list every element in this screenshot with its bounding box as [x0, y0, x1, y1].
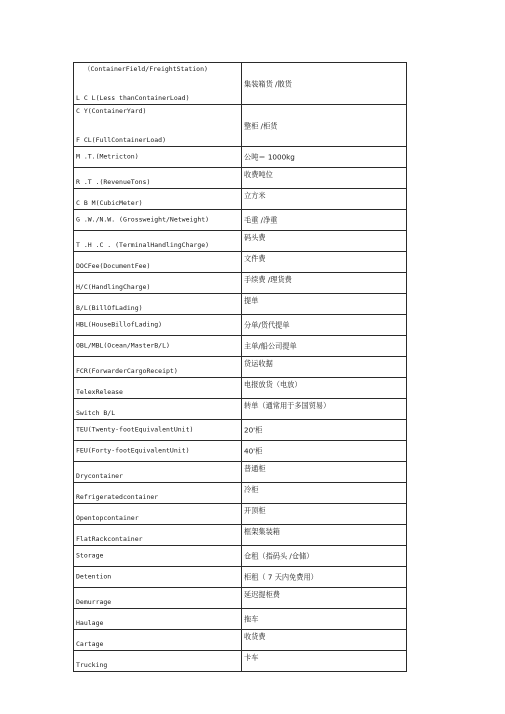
translation-cell [242, 420, 407, 441]
translation-text: 整柜 /柜货 [244, 121, 278, 130]
translation-text: 电报放货（电放） [244, 380, 302, 389]
translation-text: 分单/货代提单 [244, 320, 290, 330]
translation-cell [242, 651, 407, 672]
translation-cell [242, 567, 407, 588]
term-cell [74, 63, 242, 105]
term-text: FlatRackcontainer [76, 535, 143, 543]
term-text: Storage [76, 551, 104, 560]
term-cell [74, 105, 242, 147]
translation-cell [242, 546, 407, 567]
term-text: FCR(ForwarderCargoReceipt) [76, 367, 178, 375]
translation-text: 开顶柜 [244, 506, 266, 515]
table-row [74, 168, 407, 189]
table-row [74, 231, 407, 252]
term-text: M .T.(Metricton) [76, 152, 139, 161]
table-row [74, 399, 407, 420]
table-row [74, 336, 407, 357]
translation-cell [242, 609, 407, 630]
term-cell [74, 147, 242, 168]
table-row [74, 252, 407, 273]
translation-cell [242, 210, 407, 231]
term-text: Opentopcontainer [76, 514, 139, 522]
term-text: L C L(Less thanContainerLoad) [76, 94, 190, 102]
translation-text: 文件费 [244, 254, 266, 263]
translation-text: 仓租（指码头 /仓储） [244, 551, 314, 561]
translation-cell [242, 189, 407, 210]
translation-cell [242, 315, 407, 336]
translation-cell [242, 168, 407, 189]
translation-cell [242, 462, 407, 483]
table-row [74, 441, 407, 462]
table-row [74, 462, 407, 483]
term-text: T .H .C . (TerminalHandlingCharge) [76, 241, 210, 249]
table-row [74, 588, 407, 609]
table-row [74, 210, 407, 231]
translation-cell [242, 273, 407, 294]
term-cell [74, 651, 242, 672]
table-row [74, 189, 407, 210]
translation-cell [242, 147, 407, 168]
table-row [74, 483, 407, 504]
term-cell [74, 567, 242, 588]
term-cell [74, 588, 242, 609]
term-text: TelexRelease [76, 388, 123, 396]
term-cell [74, 252, 242, 273]
term-text: F CL(FullContainerLoad) [76, 136, 167, 144]
translation-text: 提单 [244, 296, 259, 305]
term-cell [74, 504, 242, 525]
term-cell [74, 168, 242, 189]
term-cell [74, 273, 242, 294]
table-row [74, 546, 407, 567]
term-text: HBL(HouseBillofLading) [76, 320, 163, 329]
translation-text: 码头费 [244, 233, 266, 242]
term-cell [74, 210, 242, 231]
table-row [74, 609, 407, 630]
translation-cell [242, 588, 407, 609]
translation-cell [242, 630, 407, 651]
table-row [74, 105, 407, 147]
translation-text: 延迟提柜费 [244, 590, 280, 599]
term-cell [74, 357, 242, 378]
term-cell [74, 462, 242, 483]
term-text: OBL/MBL(Ocean/MasterB/L) [76, 341, 170, 350]
translation-cell [242, 399, 407, 420]
translation-text: 货运收据 [244, 359, 273, 368]
translation-text: 普通柜 [244, 464, 266, 473]
translation-text: 收费吨位 [244, 170, 273, 179]
translation-cell [242, 336, 407, 357]
term-text: Trucking [76, 661, 108, 669]
term-cell [74, 231, 242, 252]
table-row [74, 567, 407, 588]
table-row [74, 651, 407, 672]
translation-text: 收货费 [244, 632, 266, 641]
term-text: TEU(Twenty-footEquivalentUnit) [76, 425, 194, 434]
translation-cell [242, 441, 407, 462]
term-text: G .W./N.W. (Grossweight/Netweight) [76, 215, 210, 224]
table-row [74, 630, 407, 651]
term-text: Detention [76, 572, 112, 581]
term-cell [74, 609, 242, 630]
terminology-table [73, 62, 407, 672]
translation-cell [242, 105, 407, 147]
translation-cell [242, 504, 407, 525]
translation-cell [242, 483, 407, 504]
terminology-table-body [74, 63, 407, 672]
term-cell [74, 483, 242, 504]
translation-text: 立方米 [244, 191, 266, 200]
table-row [74, 294, 407, 315]
term-cell [74, 378, 242, 399]
table-row [74, 147, 407, 168]
translation-text: 柜租（ 7 天内免费用） [244, 572, 318, 582]
term-cell [74, 294, 242, 315]
term-text: （ContainerField/FreightStation) [84, 65, 208, 73]
term-text: C B M(CubicMeter) [76, 199, 143, 207]
term-cell [74, 525, 242, 546]
term-text: FEU(Forty-footEquivalentUnit) [76, 446, 190, 455]
translation-text: 拖车 [244, 614, 259, 624]
term-cell [74, 420, 242, 441]
term-cell [74, 399, 242, 420]
translation-text: 公吨＝ 1000kg [244, 152, 295, 162]
term-text: Cartage [76, 640, 104, 648]
table-row [74, 315, 407, 336]
translation-cell [242, 378, 407, 399]
term-text: C Y(ContainerYard) [76, 107, 147, 115]
term-text: Demurrage [76, 598, 112, 606]
translation-cell [242, 525, 407, 546]
term-cell [74, 315, 242, 336]
term-text: R .T .(RevenueTons) [76, 178, 151, 186]
term-text: B/L(BillOfLading) [76, 304, 143, 312]
table-row [74, 420, 407, 441]
table-row [74, 378, 407, 399]
translation-cell [242, 252, 407, 273]
term-cell [74, 189, 242, 210]
table-row [74, 504, 407, 525]
table-row [74, 273, 407, 294]
translation-text: 主单/船公司提单 [244, 341, 297, 351]
translation-cell [242, 357, 407, 378]
translation-cell [242, 231, 407, 252]
translation-text: 毛重 /净重 [244, 215, 278, 225]
term-cell [74, 546, 242, 567]
table-row [74, 63, 407, 105]
term-text: Drycontainer [76, 472, 123, 480]
term-text: Haulage [76, 619, 104, 627]
translation-text: 冷柜 [244, 485, 259, 494]
table-row [74, 357, 407, 378]
term-text: Refrigeratedcontainer [76, 493, 159, 501]
translation-text: 转单（通常用于多国贸易） [244, 401, 331, 410]
term-text: Switch B/L [76, 409, 116, 417]
table-row [74, 525, 407, 546]
term-cell [74, 630, 242, 651]
translation-text: 20'柜 [244, 425, 263, 435]
translation-text: 卡车 [244, 653, 259, 662]
term-text: H/C(HandlingCharge) [76, 283, 151, 291]
term-cell [74, 441, 242, 462]
translation-text: 框架集装箱 [244, 527, 280, 536]
term-text: DOCFee(DocumentFee) [76, 262, 151, 270]
term-cell [74, 336, 242, 357]
translation-cell [242, 294, 407, 315]
translation-cell [242, 63, 407, 105]
translation-text: 手续费 /理货费 [244, 275, 292, 284]
translation-text: 40'柜 [244, 446, 263, 456]
translation-text: 集装箱货 /散货 [244, 79, 292, 88]
